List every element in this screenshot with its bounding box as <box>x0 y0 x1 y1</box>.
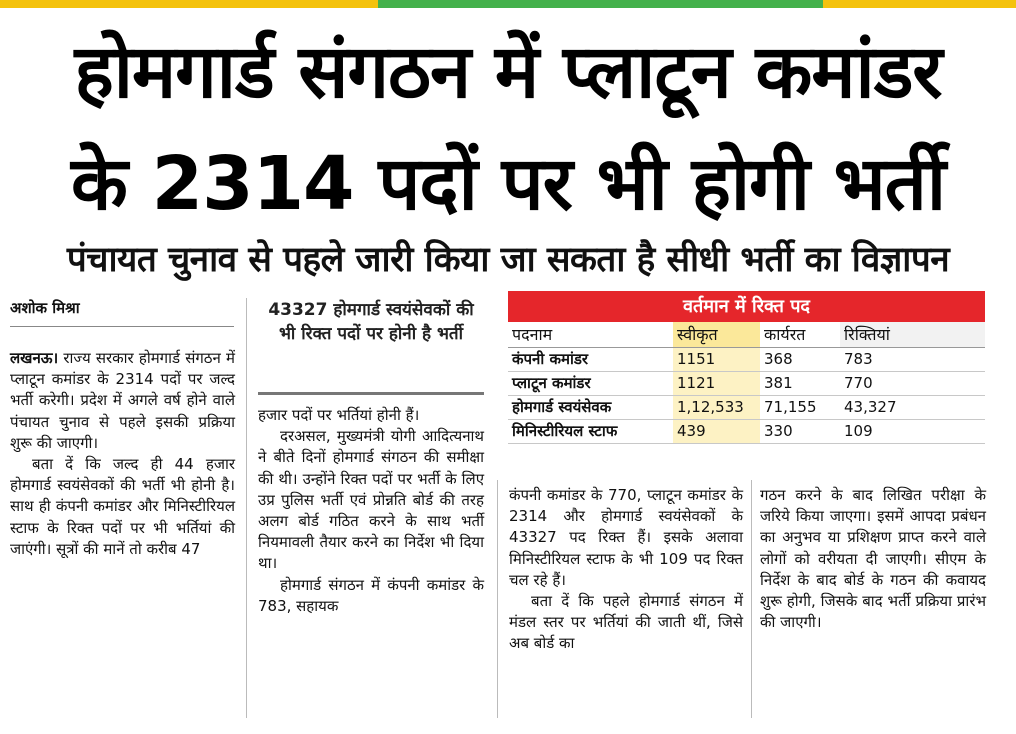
table-cell: मिनिस्टीरियल स्टाफ <box>512 422 618 440</box>
vacancy-table-title: वर्तमान में रिक्त पद <box>508 291 985 322</box>
table-cell: 783 <box>844 350 873 368</box>
table-row <box>508 420 985 444</box>
table-header-cell: पदनाम <box>512 325 553 344</box>
table-cell: 43,327 <box>844 398 897 416</box>
headline-line-1: होमगार्ड संगठन में प्लाटून कमांडर <box>74 29 942 115</box>
article-paragraph: बता दें कि जल्द ही 44 हजार होमगार्ड स्वयंसेवकों की भर्ती भी होनी है। साथ ही कंपनी कमांडर और मिनिस्टीरियल स्टाफ के रिक्त पदों पर भी भर्तियां की जाएंगी। सूत्रों की मानें तो करीब 47 <box>10 455 235 558</box>
table-header-cell: रिक्तियां <box>840 322 985 347</box>
column-divider <box>497 480 498 718</box>
article-column-1 <box>10 348 235 560</box>
table-cell: कंपनी कमांडर <box>512 350 589 368</box>
table-header-cell: कार्यरत <box>764 325 806 344</box>
article-paragraph: हजार पदों पर भर्तियां होनी हैं। <box>258 406 420 424</box>
article-paragraph: बता दें कि पहले होमगार्ड संगठन में मंडल स्तर पर भर्तियां की जाती थीं, जिसे अब बोर्ड का <box>509 592 743 653</box>
table-header-cell: स्वीकृत <box>673 322 760 347</box>
table-cell: 1,12,533 <box>673 396 760 419</box>
article-column-3 <box>509 485 743 655</box>
callout-divider <box>258 392 484 395</box>
byline: अशोक मिश्रा <box>10 299 80 317</box>
subheadline: पंचायत चुनाव से पहले जारी किया जा सकता है सीधी भर्ती का विज्ञापन <box>66 240 950 280</box>
table-cell: 109 <box>844 422 873 440</box>
headline-line-2: के 2314 पदों पर भी होगी भर्ती <box>71 141 945 227</box>
article-paragraph: राज्य सरकार होमगार्ड संगठन में प्लाटून कमांडर के 2314 पदों पर जल्द भर्ती करेगी। प्रदेश में अगले वर्ष होने वाले पंचायत चुनाव से पहले इसकी प्रक्रिया शुरू की जाएगी। <box>10 349 235 452</box>
table-cell: प्लाटून कमांडर <box>512 374 591 392</box>
table-row <box>508 372 985 396</box>
article-paragraph: दरअसल, मुख्यमंत्री योगी आदित्यनाथ ने बीते दिनों होमगार्ड संगठन की समीक्षा की थी। उन्होंने रिक्त पदों पर भर्ती के लिए उप्र पुलिस भर्ती एवं प्रोन्नति बोर्ड की तरह अलग बोर्ड गठित करने के साथ भर्ती नियमावली तैयार करने का निर्देश भी दिया था। <box>258 427 484 573</box>
table-row <box>508 348 985 372</box>
callout-box: 43327 होमगार्ड स्वयंसेवकों की भी रिक्त पदों पर होनी है भर्ती <box>268 300 474 344</box>
top-color-bar-right <box>823 0 1016 8</box>
table-cell: 71,155 <box>764 398 817 416</box>
top-color-bar-middle <box>378 0 823 8</box>
article-column-4 <box>760 485 986 633</box>
table-cell: 770 <box>844 374 873 392</box>
column-divider <box>751 480 752 718</box>
table-cell: 381 <box>764 374 793 392</box>
table-cell: 368 <box>764 350 793 368</box>
article-paragraph: होमगार्ड संगठन में कंपनी कमांडर के 783, सहायक <box>258 575 484 615</box>
article-paragraph: गठन करने के बाद लिखित परीक्षा के जरिये किया जाएगा। इसमें आपदा प्रबंधन का अनुभव या प्रशिक्षण प्राप्त करने वाले लोगों को वरीयता दी जाएगी। सीएम के निर्देश के बाद बोर्ड के गठन की कवायद शुरू होगी, जिसके बाद भर्ती प्रक्रिया प्रारंभ की जाएगी। <box>760 486 986 632</box>
table-cell: 439 <box>673 420 760 443</box>
byline-divider <box>10 326 234 327</box>
article-paragraph: कंपनी कमांडर के 770, प्लाटून कमांडर के 2314 और होमगार्ड स्वयंसेवकों के 43327 पद रिक्त हैं। इसके अलावा मिनिस्टीरियल स्टाफ के भी 109 पद रिक्त चल रहे हैं। <box>509 486 743 589</box>
table-header-row <box>508 322 985 348</box>
table-cell: 330 <box>764 422 793 440</box>
table-cell: 1121 <box>673 372 760 395</box>
column-divider <box>246 298 247 718</box>
top-color-bar-left <box>0 0 378 8</box>
table-cell: होमगार्ड स्वयंसेवक <box>512 398 612 416</box>
vacancy-table <box>508 291 985 444</box>
table-row <box>508 396 985 420</box>
article-column-2 <box>258 405 484 617</box>
table-cell: 1151 <box>673 348 760 371</box>
dateline: लखनऊ। <box>10 349 59 367</box>
